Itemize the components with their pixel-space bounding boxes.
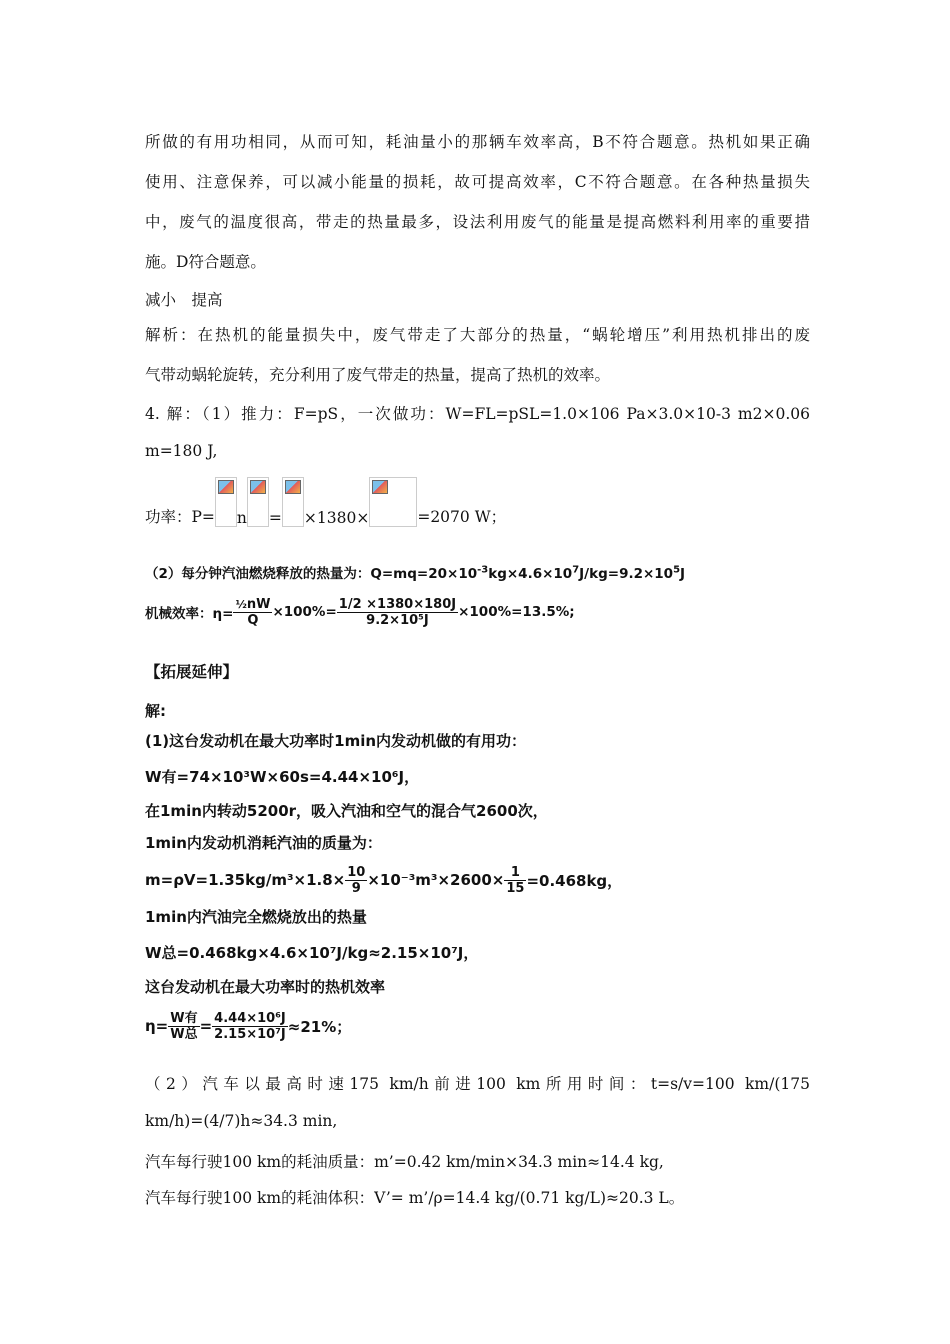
ext-line: (1)这台发动机在最大功率时1min内发动机做的有用功： xyxy=(145,732,527,750)
power-formula xyxy=(145,473,810,527)
answer-line: 减小 提高 xyxy=(145,291,223,309)
broken-image-icon xyxy=(215,477,237,527)
power-prefix: 功率：P= xyxy=(145,508,215,526)
text-line: 施。D符合题意。 xyxy=(145,253,266,271)
analysis-line: 气带动蜗轮旋转，充分利用了废气带走的热量，提高了热机的效率。 xyxy=(145,366,611,384)
tail-line: （2）汽车以最高时速175 km/h前进100 km所用时间：t=s/v=100 km/(175 xyxy=(145,1075,810,1093)
power-result: =2070 W； xyxy=(417,508,507,526)
heat-line: （2）每分钟汽油燃烧释放的热量为：$Q=mq=20\times 10^{-3}kg\times 4.6\times 10^7J/kg=9.2\times 10^5J$ xyxy=(145,564,686,582)
fraction: $\frac{10}{9}$ xyxy=(347,864,366,896)
fraction: $\frac{1}{15}$ xyxy=(506,864,525,896)
ext-line: 这台发动机在最大功率时的热机效率 xyxy=(145,978,386,996)
efficiency-formula: η= $\frac{\text{W有}}{\text{W总}}$ = $\frac{\text{4.44×10⁶J}}{\text{2.15×10⁷J}}$ ≈21%； xyxy=(145,1010,352,1042)
efficiency-line: 机械效率：η= $\frac{\text{½nW}}{Q}$ ×100%= $\frac{1/2 \times 1380\times 180J}{\text{9.2×10⁵J}}$ ×100%=13.5%; xyxy=(145,596,575,628)
analysis-line: 解析：在热机的能量损失中，废气带走了大部分的热量，“蜗轮增压”利用热机排出的废 xyxy=(145,326,810,344)
ext-line: W总=0.468kg×4.6×10⁷J/kg≈2.15×10⁷J， xyxy=(145,944,479,962)
tail-line: 汽车每行驶100 km的耗油质量：m’=0.42 km/min×34.3 min≈14.4 kg, xyxy=(145,1153,664,1171)
ext-line: 1min内发动机消耗汽油的质量为： xyxy=(145,834,382,852)
mass-formula: m=ρV=1.35kg/m³×1.8× $\frac{10}{9}$ ×10⁻³m³×2600× $\frac{1}{15}$ =0.468kg， xyxy=(145,864,623,896)
jie-label: 解: xyxy=(145,702,166,720)
ext-line: 在1min内转动5200r，吸入汽油和空气的混合气2600次， xyxy=(145,802,548,820)
fraction: $\frac{1/2 \times 1380\times 180J}{\text{9.2×10⁵J}}$ xyxy=(338,596,457,628)
broken-image-icon xyxy=(282,477,304,527)
fraction: $\frac{\text{½nW}}{Q}$ xyxy=(235,596,271,628)
broken-image-icon xyxy=(247,477,269,527)
solution-line: 4. 解：（1）推力：F=pS，一次做功：W=FL=pSL=1.0×106 Pa×3.0×10-3 m2×0.06 xyxy=(145,405,810,423)
tail-line: 汽车每行驶100 km的耗油体积：V’= m’/ρ=14.4 kg/(0.71 kg/L)≈20.3 L。 xyxy=(145,1189,685,1207)
power-n: n xyxy=(236,509,247,527)
solution-line: m=180 J, xyxy=(145,442,218,460)
text-line: 所做的有用功相同，从而可知，耗油量小的那辆车效率高，B不符合题意。热机如果正确 xyxy=(145,133,810,151)
ext-line: 1min内汽油完全燃烧放出的热量 xyxy=(145,908,367,926)
text-line: 使用、注意保养，可以减小能量的损耗，故可提高效率，C不符合题意。在各种热量损失 xyxy=(145,173,810,191)
power-mid: ×1380× xyxy=(303,509,370,527)
ext-line: W有=74×10³W×60s=4.44×10⁶J， xyxy=(145,768,420,786)
fraction: $\frac{\text{W有}}{\text{W总}}$ xyxy=(170,1010,198,1042)
broken-image-icon xyxy=(369,477,417,527)
fraction: $\frac{\text{4.44×10⁶J}}{\text{2.15×10⁷J}}$ xyxy=(214,1010,286,1042)
tail-line: km/h)=(4/7)h≈34.3 min, xyxy=(145,1112,338,1130)
power-eq: = xyxy=(268,509,282,527)
section-title: 【拓展延伸】 xyxy=(145,662,239,681)
text-line: 中，废气的温度很高，带走的热量最多，设法利用废气的能量是提高燃料利用率的重要措 xyxy=(145,213,810,231)
